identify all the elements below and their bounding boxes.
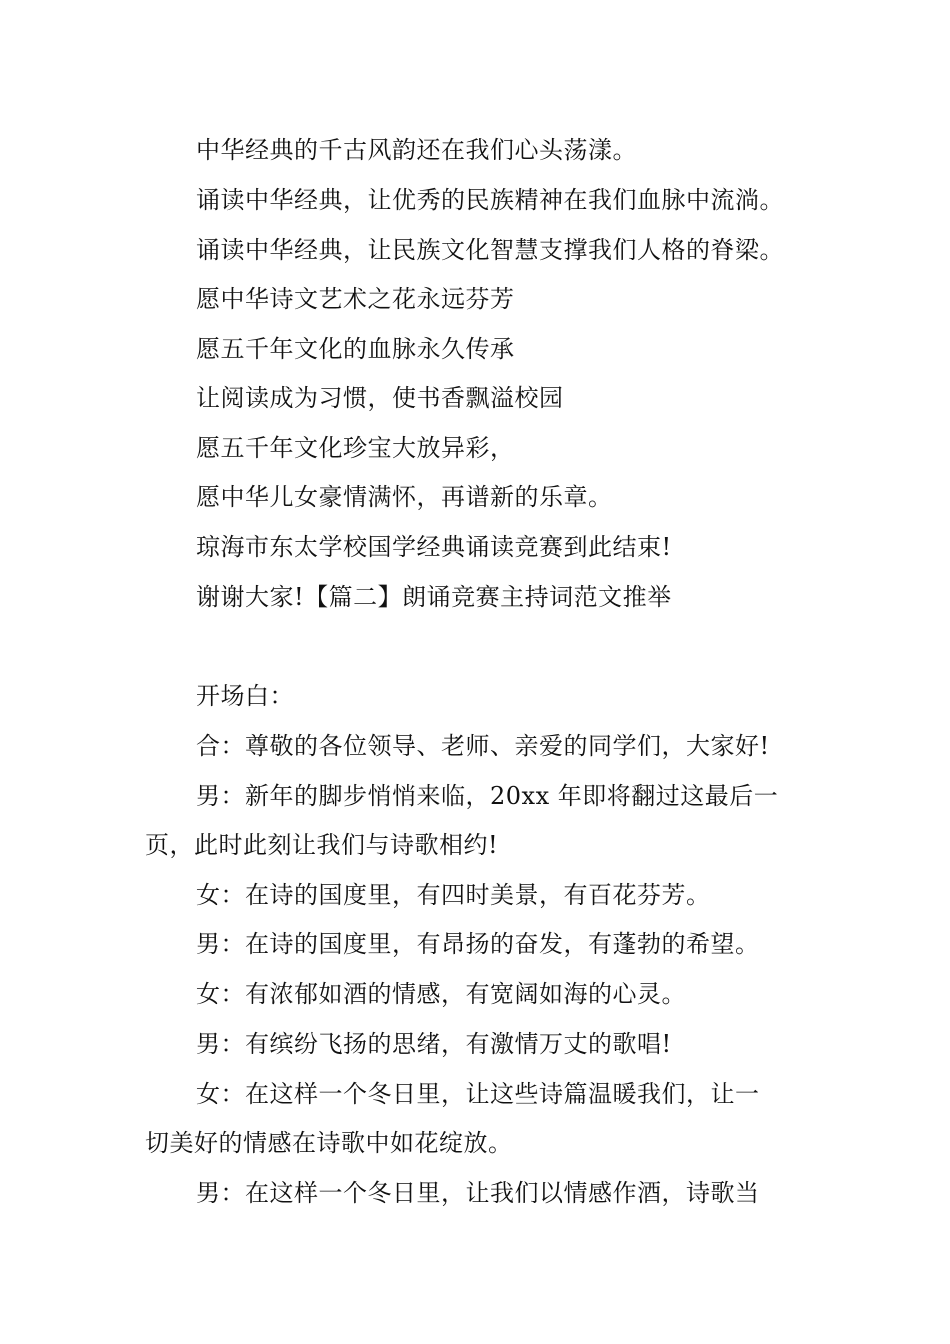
text-line: 愿五千年文化珍宝大放异彩，	[196, 434, 515, 462]
text-line: 琼海市东太学校国学经典诵读竞赛到此结束!	[196, 533, 672, 561]
text-line: 诵读中华经典，让优秀的民族精神在我们血脉中流淌。	[196, 186, 784, 214]
text-line: 男：在这样一个冬日里，让我们以情感作酒，诗歌当	[196, 1179, 760, 1207]
subheading: 开场白：	[196, 682, 294, 710]
text-line: 男：有缤纷飞扬的思绪，有激情万丈的歌唱!	[196, 1030, 672, 1058]
text-line: 女：在诗的国度里，有四时美景，有百花芬芳。	[196, 881, 711, 909]
text-line: 让阅读成为习惯，使书香飘溢校园	[196, 384, 564, 412]
text-line: 诵读中华经典，让民族文化智慧支撑我们人格的脊梁。	[196, 236, 784, 264]
text-line: 页，此时此刻让我们与诗歌相约!	[145, 831, 499, 859]
text-line: 女：在这样一个冬日里，让这些诗篇温暖我们，让一	[196, 1080, 760, 1108]
text-line: 切美好的情感在诗歌中如花绽放。	[145, 1129, 513, 1157]
text-line: 合：尊敬的各位领导、老师、亲爱的同学们，大家好!	[196, 732, 770, 760]
section-heading-line: 谢谢大家!【篇二】朗诵竞赛主持词范文推举	[196, 583, 672, 611]
text-line: 愿中华儿女豪情满怀，再谱新的乐章。	[196, 483, 613, 511]
text-line: 中华经典的千古风韵还在我们心头荡漾。	[196, 136, 637, 164]
text-line: 男：在诗的国度里，有昂扬的奋发，有蓬勃的希望。	[196, 930, 760, 958]
text-line: 愿中华诗文艺术之花永远芬芳	[196, 285, 515, 313]
text-line: 女：有浓郁如酒的情感，有宽阔如海的心灵。	[196, 980, 686, 1008]
text-line: 男：新年的脚步悄悄来临，20xx 年即将翻过这最后一	[196, 782, 779, 810]
text-line: 愿五千年文化的血脉永久传承	[196, 335, 515, 363]
